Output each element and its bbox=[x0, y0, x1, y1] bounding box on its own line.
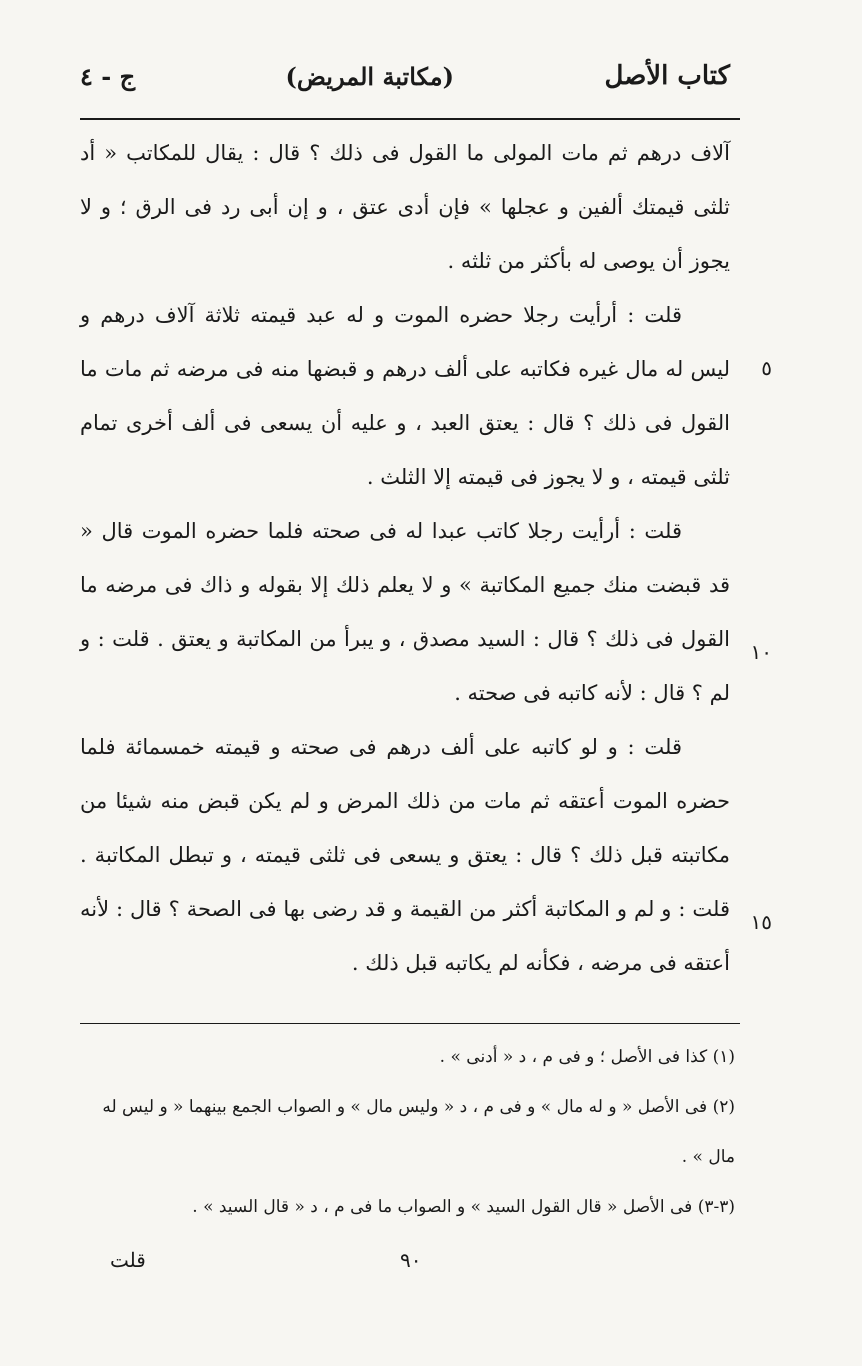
line-number: ٥ bbox=[761, 356, 772, 380]
chapter-title: (مكاتبة المريض) bbox=[285, 61, 455, 91]
line-number: ١٠ bbox=[750, 640, 772, 664]
footnote: (١) كذا فى الأصل ؛ و فى م ، د « أدنى » . bbox=[439, 1047, 735, 1067]
footnote: (٣-٣) فى الأصل « قال القول السيد » و الصواب ما فى م ، د « قال السيد » . bbox=[192, 1197, 735, 1217]
paragraph: آلاف درهم ثم مات المولى ما القول فى ذلك ؟ قال : يقال للمكاتب « أد ثلثى قيمتك ألفين و عجلها » فإن أدى عتق ، و إن أبى رد فى الرق ؛ و لا يجوز أن يوصى له بأكثر من ثلثه . bbox=[80, 141, 730, 273]
paragraph: قلت : أرأيت رجلا كاتب عبدا له فى صحته فلما حضره الموت قال « قد قبضت منك جميع المكاتبة » و لا يعلم ذلك إلا بقوله و ذاك فى مرضه ما القول فى ذلك ؟ قال : السيد مصدق ، و يبرأ من المكاتبة و يعتق . قلت : و لم ؟ قال : لأنه كاتبه فى صحته . bbox=[80, 519, 730, 705]
page-footer bbox=[100, 1240, 730, 1280]
footnote: (٢) فى الأصل « و له مال » و فى م ، د « وليس مال » و الصواب الجمع بينهما « و ليس له مال » . bbox=[102, 1097, 735, 1167]
main-text bbox=[80, 126, 730, 990]
running-header bbox=[80, 48, 730, 104]
header-rule bbox=[80, 118, 740, 120]
page-number: ٩٠ bbox=[400, 1248, 422, 1272]
paragraph: قلت : أرأيت رجلا حضره الموت و له عبد قيمته ثلاثة آلاف درهم و ليس له مال غيره فكاتبه على ألف درهم و قبضها منه فى مرضه ثم مات ما القول فى ذلك ؟ قال : يعتق العبد ، و عليه أن يسعى فى ألف أخرى تمام ثلثى قيمته ، و لا يجوز فى قيمته إلا الثلث . bbox=[80, 303, 730, 489]
line-number: ١٥ bbox=[750, 910, 772, 934]
footnote-rule bbox=[80, 1023, 740, 1024]
book-title: كتاب الأصل bbox=[604, 61, 730, 91]
footnotes bbox=[80, 1032, 735, 1232]
catchword: قلت bbox=[110, 1248, 146, 1272]
paragraph: قلت : و لو كاتبه على ألف درهم فى صحته و قيمته خمسمائة فلما حضره الموت أعتقه ثم مات من ذلك المرض و لم يكن قبض منه شيئا من مكاتبته قبل ذلك ؟ قال : يعتق و يسعى فى ثلثى قيمته ، و تبطل المكاتبة . قلت : و لم و المكاتبة أكثر من القيمة و قد رضى بها فى الصحة ؟ قال : لأنه أعتقه فى مرضه ، فكأنه لم يكاتبه قبل ذلك . bbox=[80, 735, 730, 975]
volume-label: ج - ٤ bbox=[80, 61, 136, 91]
